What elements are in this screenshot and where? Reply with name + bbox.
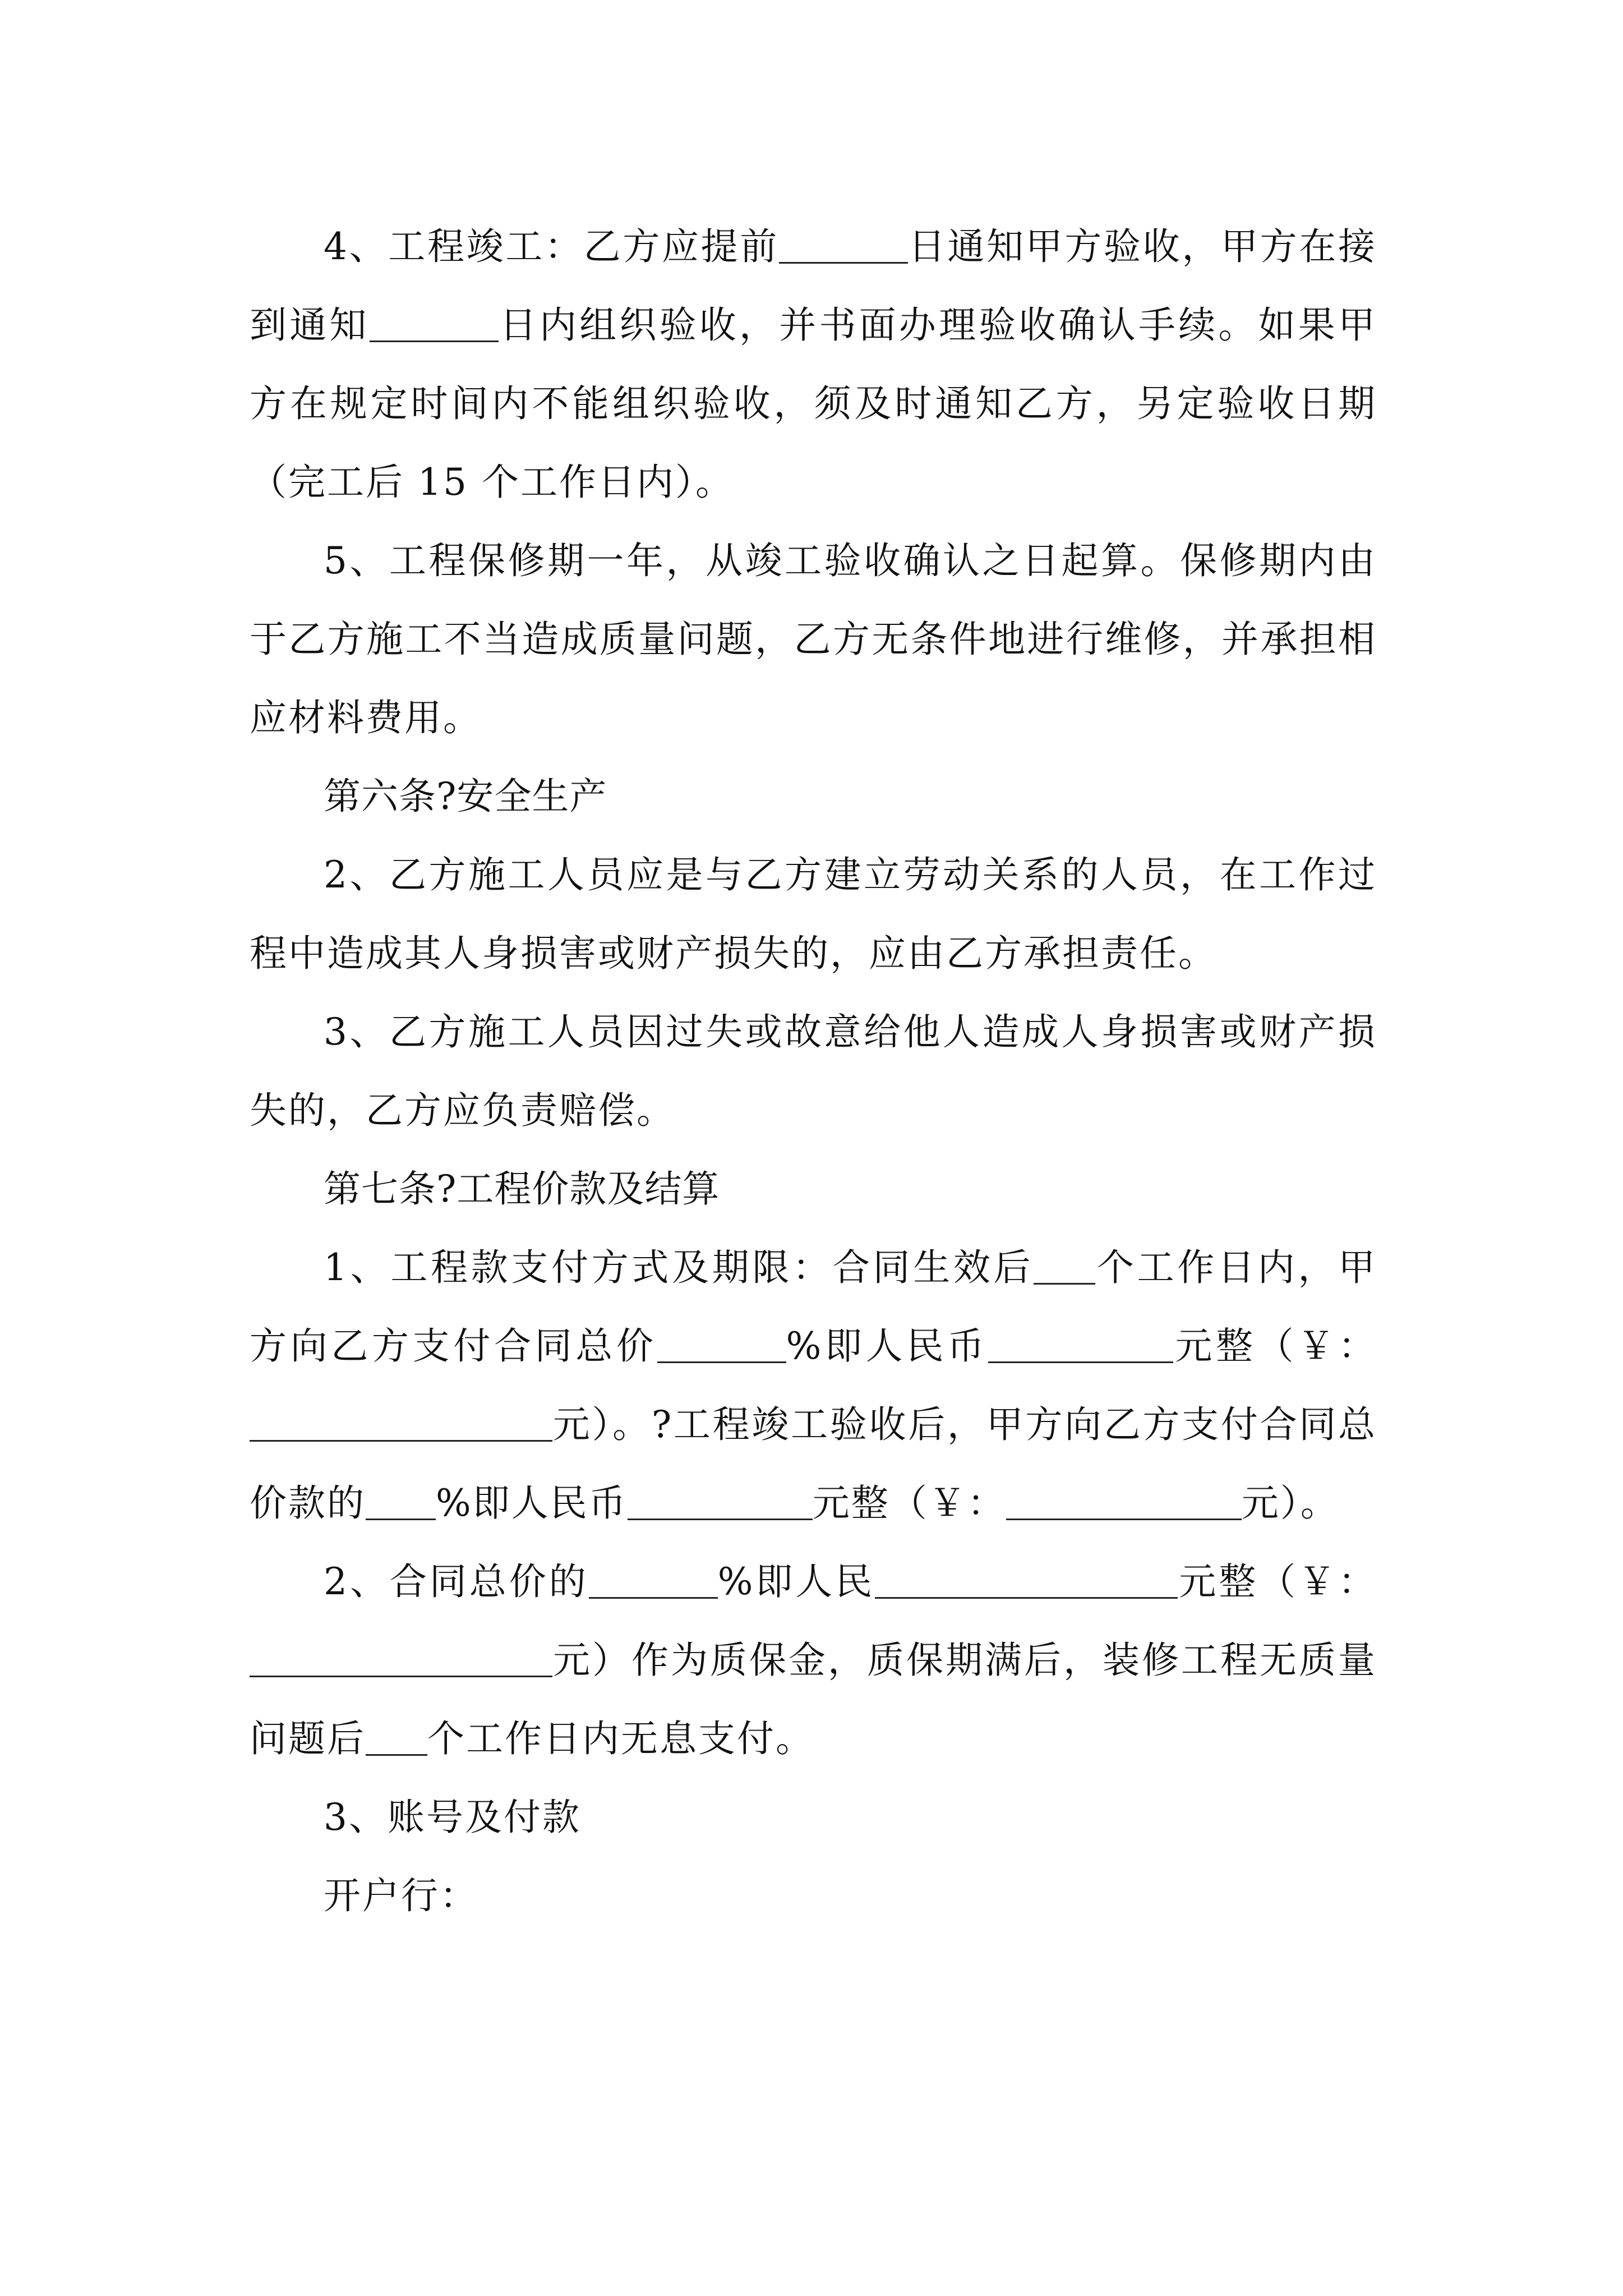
blank-field xyxy=(366,1717,427,1756)
blank-field xyxy=(250,1403,552,1442)
text-segment: %即人民币 xyxy=(786,1324,988,1368)
article-heading-safety xyxy=(250,757,1377,836)
text-segment: 元整（￥： xyxy=(1173,1324,1377,1368)
blank-field xyxy=(250,1639,552,1677)
text-segment: %即人民 xyxy=(717,1560,875,1603)
clause-retention xyxy=(250,1543,1377,1778)
clause-warranty xyxy=(250,522,1377,757)
blank-field xyxy=(988,1324,1173,1363)
blank-field xyxy=(589,1560,718,1599)
text-segment: 日内组织验收，并书面办理验收确认手续。如果甲方在规定时间内不能组织验收，须及时通知乙方，另定验收日期（完工后 15 个工作日内）。 xyxy=(250,303,1377,504)
text-segment: 元）作为质保金，质保期满后，装修工程无质量问题后 xyxy=(250,1639,1377,1760)
heading-text: 第七条?工程价款及结算 xyxy=(324,1167,720,1211)
text-segment: 元）。?工程竣工验收后，甲方向乙方支付合同总价款的 xyxy=(250,1403,1377,1525)
text-segment: 3、乙方施工人员因过失或故意给他人造成人身损害或财产损失的，乙方应负责赔偿。 xyxy=(250,1010,1377,1132)
blank-field xyxy=(779,225,908,264)
text-segment: 个工作日内，甲方向乙方支付合同总价 xyxy=(250,1246,1377,1368)
text-segment: 2、合同总价的 xyxy=(324,1560,589,1603)
blank-field xyxy=(657,1324,786,1363)
text-segment: 1、工程款支付方式及期限：合同生效后 xyxy=(324,1246,1034,1289)
blank-field xyxy=(370,303,499,342)
document-body xyxy=(250,208,1377,1935)
text-segment: 5、工程保修期一年，从竣工验收确认之日起算。保修期内由于乙方施工不当造成质量问题，乙方无条件地进行维修，并承担相应材料费用。 xyxy=(250,539,1377,739)
clause-account xyxy=(250,1778,1377,1857)
text-segment: 日通知甲方验收，甲方在接到通知 xyxy=(250,225,1377,347)
text-segment: 3、账号及付款 xyxy=(324,1796,581,1839)
text-segment: %即人民币 xyxy=(436,1481,628,1525)
text-segment: 元整（￥： xyxy=(812,1481,1006,1525)
clause-payment-terms xyxy=(250,1228,1377,1543)
blank-field xyxy=(875,1560,1178,1599)
bank-label xyxy=(250,1857,1377,1935)
clause-labor-relations xyxy=(250,836,1377,993)
text-segment: 元整（￥： xyxy=(1178,1560,1377,1603)
text-segment: 开户行： xyxy=(324,1874,478,1917)
text-segment: 元）。 xyxy=(1241,1481,1339,1525)
text-segment: 个工作日内无息支付。 xyxy=(427,1717,814,1760)
blank-field xyxy=(1034,1246,1095,1285)
blank-field xyxy=(1006,1481,1242,1520)
article-heading-payment xyxy=(250,1150,1377,1228)
clause-acceptance xyxy=(250,208,1377,522)
text-segment: 4、工程竣工：乙方应提前 xyxy=(324,225,779,268)
text-segment: 2、乙方施工人员应是与乙方建立劳动关系的人员，在工作过程中造成其人身损害或财产损失的，应由乙方承担责任。 xyxy=(250,853,1377,975)
blank-field xyxy=(366,1481,436,1520)
blank-field xyxy=(628,1481,813,1520)
heading-text: 第六条?安全生产 xyxy=(324,775,607,818)
clause-compensation xyxy=(250,993,1377,1150)
